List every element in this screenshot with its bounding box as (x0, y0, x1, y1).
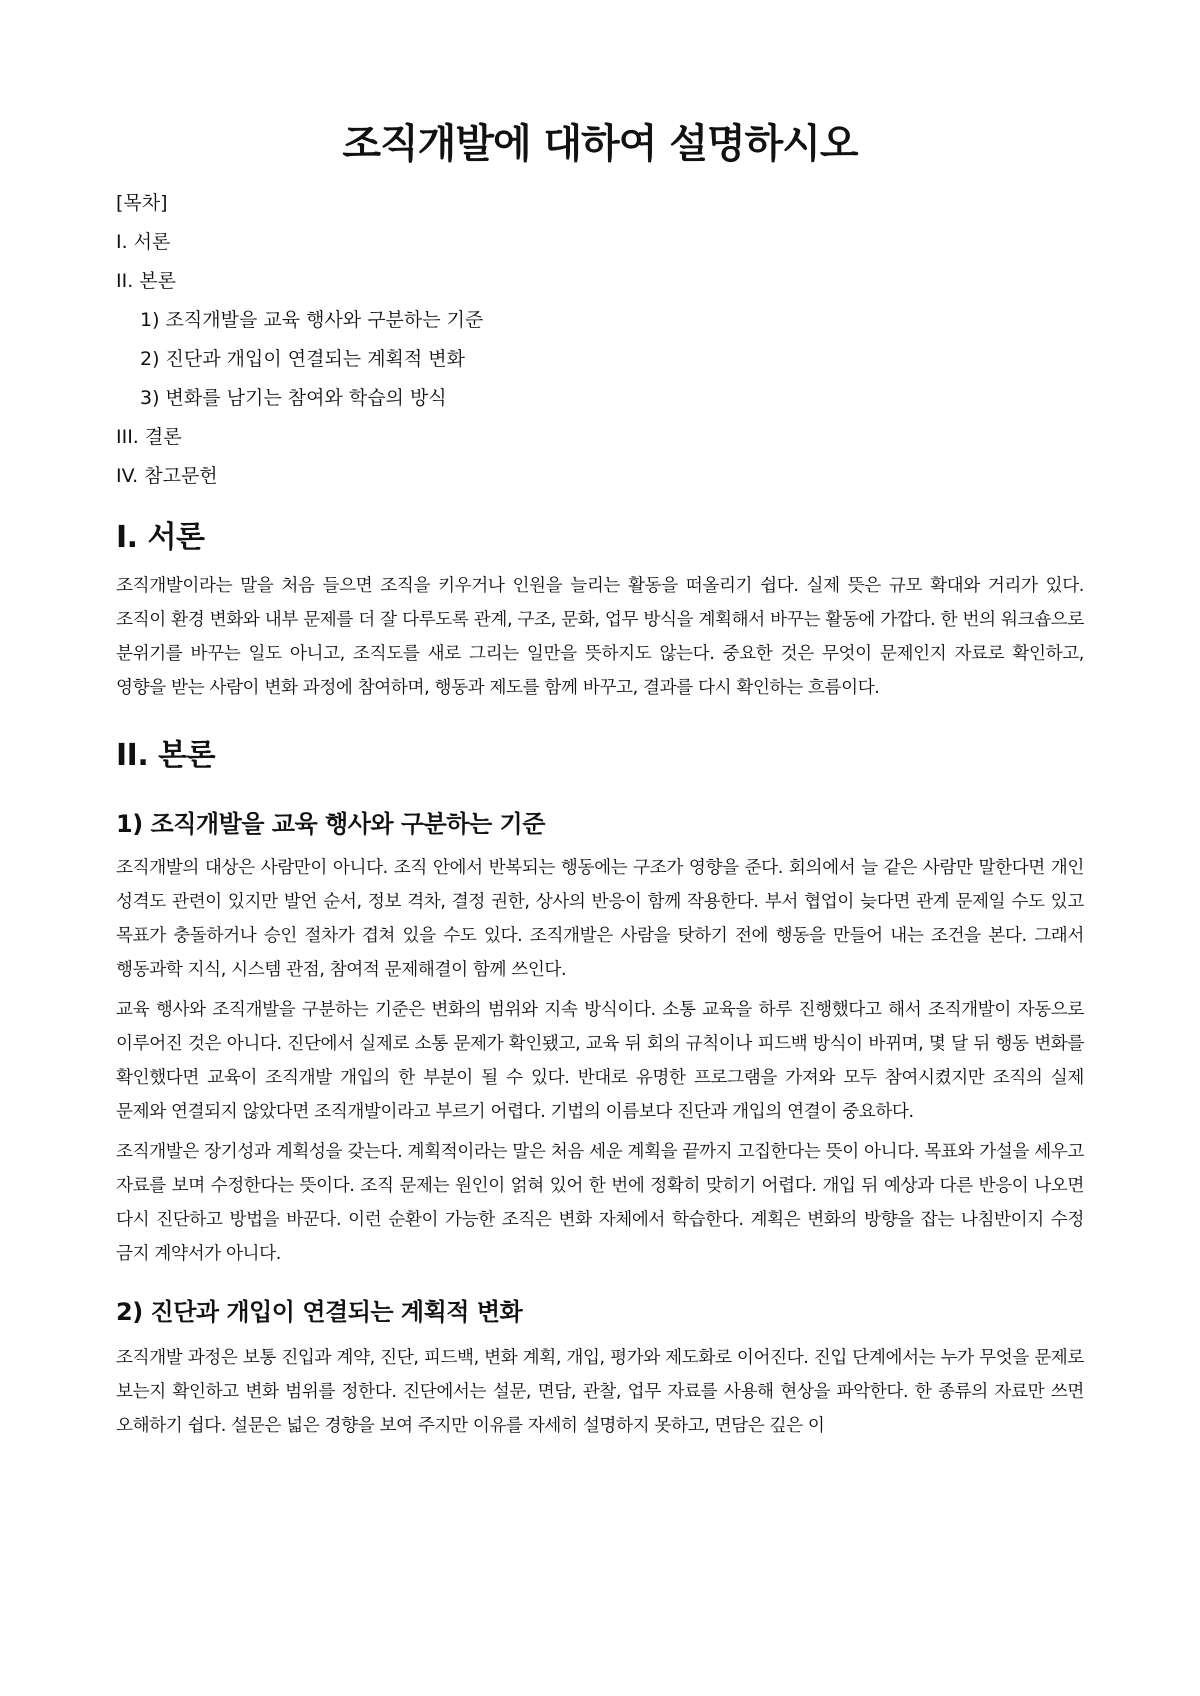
section1-paragraph: 교육 행사와 조직개발을 구분하는 기준은 변화의 범위와 지속 방식이다. 소통 교육을 하루 진행했다고 해서 조직개발이 자동으로 이루어진 것은 아니다. 진단에서 실제로 소통 문제가 확인됐고, 교육 뒤 회의 규칙이나 피드백 방식이 바뀌며, 몇 달 뒤 행동 변화를 확인했다면 교육이 조직개발 개입의 한 부분이 될 수 있다. 반대로 유명한 프로그램을 가져와 모두 참여시켰지만 조직의 실제 문제와 연결되지 않았다면 조직개발이라고 부르기 어렵다. 기법의 이름보다 진단과 개입의 연결이 중요하다. (116, 1000, 1084, 1122)
toc-item: I. 서론 (116, 231, 171, 253)
intro-heading: I. 서론 (116, 520, 205, 555)
intro-paragraph: 조직개발이라는 말을 처음 들으면 조직을 키우거나 인원을 늘리는 활동을 떠올리기 쉽다. 실제 뜻은 규모 확대와 거리가 있다. 조직이 환경 변화와 내부 문제를 더 잘 다루도록 관계, 구조, 문화, 업무 방식을 계획해서 바꾸는 활동에 가깝다. 한 번의 워크숍으로 분위기를 바꾸는 일도 아니고, 조직도를 새로 그리는 일만을 뜻하지도 않는다. 중요한 것은 무엇이 문제인지 자료로 확인하고, 영향을 받는 사람이 변화 과정에 참여하며, 행동과 제도를 함께 바꾸고, 결과를 다시 확인하는 흐름이다. (116, 576, 1084, 698)
table-of-contents (116, 190, 1084, 489)
toc-subitem: 1) 조직개발을 교육 행사와 구분하는 기준 (140, 309, 484, 331)
document-title: 조직개발에 대하여 설명하시오 (342, 121, 858, 167)
toc-heading: [목차] (116, 192, 168, 214)
section2-heading: 2) 진단과 개입이 연결되는 계획적 변화 (116, 1298, 523, 1326)
toc-item: II. 본론 (116, 270, 176, 292)
section1-paragraph: 조직개발은 장기성과 계획성을 갖는다. 계획적이라는 말은 처음 세운 계획을 끝까지 고집한다는 뜻이 아니다. 목표와 가설을 세우고 자료를 보며 수정한다는 뜻이다. 조직 문제는 원인이 얽혀 있어 한 번에 정확히 맞히기 어렵다. 개입 뒤 예상과 다른 반응이 나오면 다시 진단하고 방법을 바꾼다. 이런 순환이 가능한 조직은 변화 자체에서 학습한다. 계획은 변화의 방향을 잡는 나침반이지 수정 금지 계약서가 아니다. (116, 1142, 1084, 1264)
toc-subitem: 2) 진단과 개입이 연결되는 계획적 변화 (140, 348, 466, 370)
toc-item: IV. 참고문헌 (116, 465, 218, 487)
body-heading: II. 본론 (116, 738, 216, 773)
toc-subitem: 3) 변화를 남기는 참여와 학습의 방식 (140, 387, 447, 409)
section2-paragraph: 조직개발 과정은 보통 진입과 계약, 진단, 피드백, 변화 계획, 개입, 평가와 제도화로 이어진다. 진입 단계에서는 누가 무엇을 문제로 보는지 확인하고 변화 범위를 정한다. 진단에서는 설문, 면담, 관찰, 업무 자료를 사용해 현상을 파악한다. 한 종류의 자료만 쓰면 오해하기 쉽다. 설문은 넓은 경향을 보여 주지만 이유를 자세히 설명하지 못하고, 면담은 깊은 이 (116, 1348, 1084, 1436)
section1-heading: 1) 조직개발을 교육 행사와 구분하는 기준 (116, 810, 545, 838)
section1-paragraph: 조직개발의 대상은 사람만이 아니다. 조직 안에서 반복되는 행동에는 구조가 영향을 준다. 회의에서 늘 같은 사람만 말한다면 개인 성격도 관련이 있지만 발언 순서, 정보 격차, 결정 권한, 상사의 반응이 함께 작용한다. 부서 협업이 늦다면 관계 문제일 수도 있고 목표가 충돌하거나 승인 절차가 겹쳐 있을 수도 있다. 조직개발은 사람을 탓하기 전에 행동을 만들어 내는 조건을 본다. 그래서 행동과학 지식, 시스템 관점, 참여적 문제해결이 함께 쓰인다. (116, 858, 1084, 980)
toc-item: III. 결론 (116, 426, 182, 448)
